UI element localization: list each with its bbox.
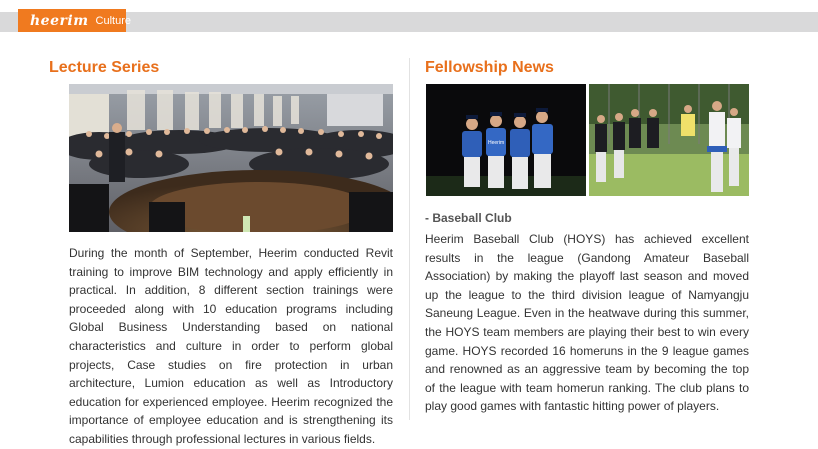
- fellowship-news-title: Fellowship News: [425, 59, 554, 76]
- baseball-club-subheading: - Baseball Club: [425, 211, 512, 225]
- baseball-team-photo: [426, 84, 586, 196]
- fellowship-news-body: Heerim Baseball Club (HOYS) has achieved excellent results in the league (Gandong Amateur Baseball Association) by making the playoff last season and moved up the league to the third division league of Namyangju Saneung League. Even in the heatwave during this summer, the HOYS team members are playing their best to win every game. HOYS recorded 16 homeruns in the 9 league games and renowned as an aggressive team by becoming the top of the league with team homerun ranking. The club plans to play good games with fantastic hitting power of players.: [425, 232, 749, 414]
- brand-logo: heerim: [30, 12, 89, 29]
- lecture-hall-photo-icon: [69, 84, 393, 232]
- lecture-series-body: During the month of September, Heerim conducted Revit training to improve BIM technology and apply efficiently in practical. In addition, 8 different section trainings were proceeded along with 10 education programs including Global Business Understanding based on national characteristics and culture in order to perform global projects, Case studies on fire protection in urban architecture, Lumion education as well as Introductory education for experienced employee. Heerim recognized the importance of employee education and is strengthening its capabilities through professional lectures in various fields.: [69, 246, 393, 446]
- column-divider: [409, 58, 410, 420]
- jersey-lettering: Heerim: [488, 140, 505, 146]
- baseball-team-night-photo-icon: [426, 84, 586, 196]
- section-label: Culture: [95, 14, 131, 27]
- lecture-photo: [69, 84, 393, 232]
- brand-tab: [18, 9, 131, 32]
- baseball-game-photo: [589, 84, 749, 196]
- lecture-series-title: Lecture Series: [49, 59, 160, 76]
- baseball-game-day-photo-icon: [589, 84, 749, 196]
